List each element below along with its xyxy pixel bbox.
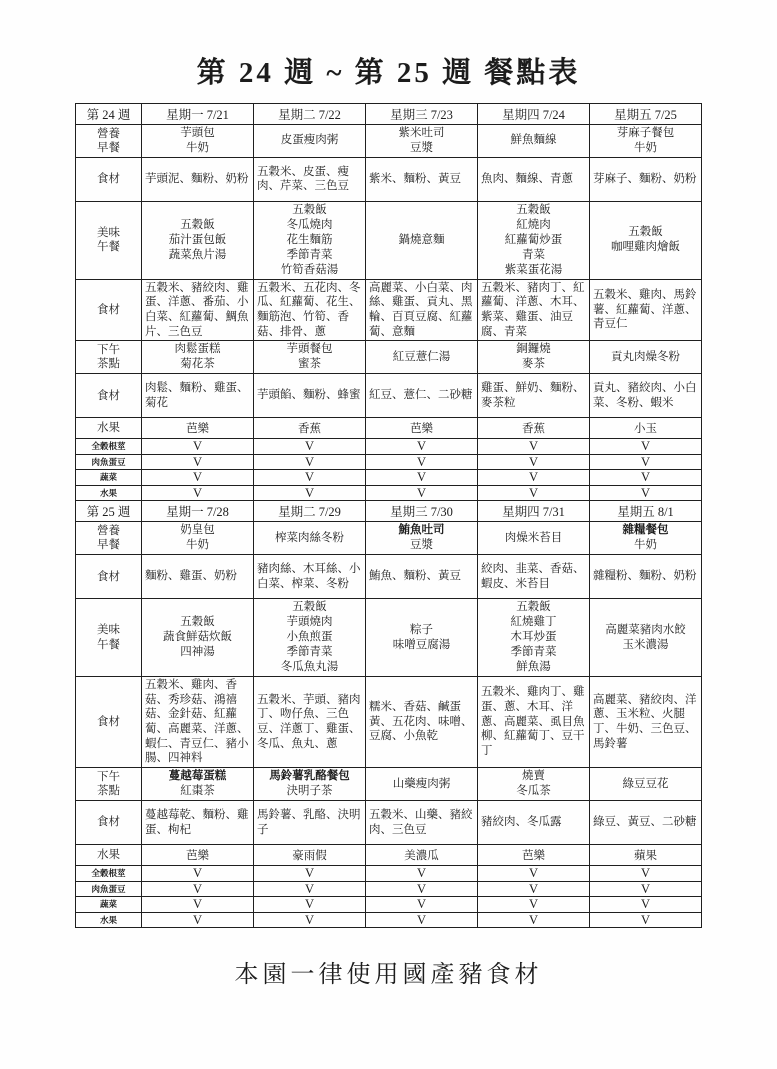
day-header: 星期二 7/22: [254, 104, 366, 125]
menu-item: 鮮魚麵線: [510, 134, 557, 147]
ingredient-cell: 馬鈴薯、乳酪、決明子: [254, 801, 366, 845]
check-mark-cell: V: [590, 485, 702, 501]
ingredient-cell: 鮪魚、麵粉、黃豆: [366, 555, 478, 599]
menu-item: 紅蘿蔔炒蛋: [504, 233, 563, 246]
menu-item: 茄汁蛋包飯: [168, 233, 227, 246]
menu-item: 蜜茶: [298, 358, 321, 371]
row-label-text: 早餐: [97, 539, 120, 552]
row-label: [76, 279, 142, 341]
check-mark-cell: V: [478, 485, 590, 501]
menu-item: 紅棗茶: [180, 785, 215, 798]
row-label-text: 食材: [97, 173, 120, 186]
ingredient-cell: 豬絞肉、冬瓜露: [478, 801, 590, 845]
check-mark-cell: V: [254, 454, 366, 470]
table-row: [76, 470, 702, 486]
check-mark-cell: V: [366, 881, 478, 897]
menu-table: [75, 103, 702, 928]
check-mark-cell: V: [254, 439, 366, 455]
row-label-text: 美味: [97, 624, 120, 637]
row-label: [76, 866, 142, 882]
menu-item: 竹筍香菇湯: [280, 263, 339, 276]
table-row: [76, 801, 702, 845]
row-label-text: 全穀根莖: [91, 868, 126, 878]
fruit-cell: 芭樂: [366, 418, 478, 439]
menu-item: 芋頭餐包: [286, 343, 333, 356]
check-mark-cell: V: [142, 454, 254, 470]
check-mark-cell: V: [254, 866, 366, 882]
menu-item: 紫米吐司: [398, 127, 445, 139]
table-row: [76, 768, 702, 801]
menu-item: 味噌豆腐湯: [392, 638, 451, 651]
row-label-text: 下午: [97, 344, 120, 356]
check-mark-cell: V: [590, 912, 702, 928]
ingredient-cell: 芋頭泥、麵粉、奶粉: [142, 157, 254, 201]
ingredient-cell: 肉鬆、麵粉、雞蛋、菊花: [142, 374, 254, 418]
table-row: [76, 125, 702, 158]
check-mark-cell: V: [366, 485, 478, 501]
check-mark-cell: V: [590, 454, 702, 470]
ingredient-cell: 蔓越莓乾、麵粉、雞蛋、枸杞: [142, 801, 254, 845]
row-label: [76, 912, 142, 928]
table-row: [76, 439, 702, 455]
menu-item: 五穀飯: [516, 203, 551, 216]
row-label-text: 早餐: [97, 141, 120, 154]
menu-item: 榨菜肉絲冬粉: [275, 531, 344, 544]
menu-item: 馬鈴薯乳酪餐包: [269, 770, 350, 783]
ingredient-cell: 綠豆、黃豆、二砂糖: [590, 801, 702, 845]
menu-item: 紫菜蛋花湯: [504, 263, 563, 276]
week-label: 第 24 週: [76, 104, 142, 125]
ingredient-cell: 五穀米、五花肉、冬瓜、紅蘿蔔、花生、麵筋泡、竹筍、香菇、排骨、蔥: [254, 279, 366, 341]
menu-cell: [142, 599, 254, 677]
check-mark-cell: V: [478, 866, 590, 882]
check-mark-cell: V: [366, 439, 478, 455]
menu-item: 花生麵筋: [286, 233, 333, 246]
ingredient-cell: 五穀米、豬肉丁、紅蘿蔔、洋蔥、木耳、紫菜、雞蛋、油豆腐、青菜: [478, 279, 590, 341]
row-label-text: 蔬菜: [99, 472, 117, 483]
check-mark-cell: V: [254, 470, 366, 486]
day-header: 星期二 7/29: [254, 501, 366, 522]
table-row: [76, 485, 702, 501]
menu-item: 咖哩雞肉燴飯: [611, 241, 680, 254]
menu-item: 五穀飯: [628, 226, 663, 239]
table-row: [76, 157, 702, 201]
ingredient-cell: 紅豆、薏仁、二砂糖: [366, 374, 478, 418]
menu-item: 蔬菜魚片湯: [168, 248, 227, 261]
check-mark-cell: V: [142, 912, 254, 928]
row-label-text: 食材: [97, 570, 120, 583]
menu-item: 肉燥米苔目: [504, 531, 563, 544]
row-label-text: 營養: [97, 524, 120, 537]
menu-item: 紅燒肉: [516, 218, 551, 231]
row-label-text: 茶點: [97, 358, 120, 371]
menu-item: 鍋燒意麵: [398, 233, 445, 246]
table-row: [76, 201, 702, 279]
menu-cell: [366, 341, 478, 374]
menu-cell: [590, 768, 702, 801]
fruit-cell: 芭樂: [478, 845, 590, 866]
row-label-text: 肉魚蛋豆: [91, 883, 126, 894]
table-row: [76, 522, 702, 555]
menu-item: 蔓越莓蛋糕: [168, 770, 227, 783]
menu-item: 菊花茶: [180, 358, 215, 371]
row-label: [76, 897, 142, 913]
day-header: 星期四 7/31: [478, 501, 590, 522]
fruit-cell: 蘋果: [590, 845, 702, 866]
check-mark-cell: V: [142, 897, 254, 913]
check-mark-cell: V: [478, 897, 590, 913]
menu-item: 紅豆薏仁湯: [392, 350, 451, 363]
menu-cell: [254, 125, 366, 158]
menu-cell: [590, 599, 702, 677]
check-mark-cell: V: [254, 485, 366, 501]
row-label: [76, 470, 142, 486]
menu-cell: [478, 341, 590, 374]
ingredient-cell: 五穀米、皮蛋、瘦肉、芹菜、三色豆: [254, 157, 366, 201]
check-mark-cell: V: [366, 454, 478, 470]
menu-item: 牛奶: [634, 539, 657, 552]
menu-cell: [366, 522, 478, 555]
menu-item: 綠豆豆花: [622, 777, 669, 790]
table-row: [76, 912, 702, 928]
check-mark-cell: V: [590, 897, 702, 913]
menu-cell: [254, 522, 366, 555]
check-mark-cell: V: [478, 454, 590, 470]
check-mark-cell: V: [590, 439, 702, 455]
ingredient-cell: 雜糧粉、麵粉、奶粉: [590, 555, 702, 599]
table-row: [76, 676, 702, 767]
menu-item: 芽麻子餐包: [616, 127, 675, 139]
row-label-text: 全穀根莖: [91, 441, 126, 452]
menu-cell: [254, 768, 366, 801]
ingredient-cell: 高麗菜、豬絞肉、洋蔥、玉米粒、火腿丁、牛奶、三色豆、馬鈴薯: [590, 676, 702, 767]
table-row: [76, 341, 702, 374]
menu-item: 鮮魚湯: [516, 660, 551, 673]
menu-cell: [590, 522, 702, 555]
ingredient-cell: 五穀米、豬絞肉、雞蛋、洋蔥、番茄、小白菜、紅蘿蔔、鯛魚片、三色豆: [142, 279, 254, 341]
row-label-text: 水果: [97, 422, 120, 435]
check-mark-cell: V: [478, 912, 590, 928]
ingredient-cell: 魚肉、麵線、青蔥: [478, 157, 590, 201]
check-mark-cell: V: [478, 439, 590, 455]
menu-cell: [142, 125, 254, 158]
menu-item: 青菜: [522, 248, 545, 261]
menu-item: 玉米濃湯: [622, 638, 669, 651]
menu-item: 豆漿: [410, 141, 433, 154]
check-mark-cell: V: [590, 866, 702, 882]
day-header: 星期五 7/25: [590, 104, 702, 125]
row-label: [76, 801, 142, 845]
day-header: 星期三 7/30: [366, 501, 478, 522]
menu-cell: [478, 522, 590, 555]
menu-item: 豆漿: [410, 539, 433, 552]
check-mark-cell: V: [590, 470, 702, 486]
check-mark-cell: V: [478, 470, 590, 486]
menu-cell: [254, 201, 366, 279]
ingredient-cell: 芋頭餡、麵粉、蜂蜜: [254, 374, 366, 418]
menu-cell: [254, 341, 366, 374]
check-mark-cell: V: [142, 470, 254, 486]
footer-note: 本園一律使用國產豬食材: [234, 962, 543, 989]
ingredient-cell: 五穀米、雞肉丁、雞蛋、蔥、木耳、洋蔥、高麗菜、虱目魚柳、紅蘿蔔丁、豆干丁: [478, 676, 590, 767]
check-mark-cell: V: [366, 866, 478, 882]
check-mark-cell: V: [254, 912, 366, 928]
table-row: [76, 599, 702, 677]
menu-item: 木耳炒蛋: [510, 631, 557, 644]
ingredient-cell: 高麗菜、小白菜、肉絲、雞蛋、貢丸、黑輪、百頁豆腐、紅蘿蔔、意麵: [366, 279, 478, 341]
ingredient-cell: 貢丸、豬絞肉、小白菜、冬粉、蝦米: [590, 374, 702, 418]
check-mark-cell: V: [366, 912, 478, 928]
row-label-text: 食材: [97, 389, 120, 402]
day-header: 星期四 7/24: [478, 104, 590, 125]
table-row: [76, 418, 702, 439]
ingredient-cell: 豬肉絲、木耳絲、小白菜、榨菜、冬粉: [254, 555, 366, 599]
ingredient-cell: 絞肉、韭菜、香菇、蝦皮、米苔目: [478, 555, 590, 599]
table-row: [76, 897, 702, 913]
menu-item: 牛奶: [186, 539, 209, 552]
menu-cell: [590, 201, 702, 279]
table-row: [76, 845, 702, 866]
fruit-cell: 芭樂: [142, 418, 254, 439]
menu-cell: [590, 125, 702, 158]
fruit-cell: 美濃瓜: [366, 845, 478, 866]
ingredient-cell: 五穀米、雞肉、香菇、秀珍菇、鴻禧菇、金針菇、紅蘿蔔、高麗菜、洋蔥、蝦仁、青豆仁、豬小腸、四神料: [142, 676, 254, 767]
menu-item: 五穀飯: [516, 601, 551, 614]
table-row: [76, 374, 702, 418]
menu-item: 牛奶: [186, 141, 209, 154]
table-row: [76, 279, 702, 341]
row-label-text: 食材: [97, 715, 120, 728]
menu-item: 冬瓜燒肉: [286, 218, 333, 231]
check-mark-cell: V: [142, 485, 254, 501]
menu-item: 五穀飯: [180, 218, 215, 231]
menu-item: 紅燒雞丁: [510, 616, 557, 629]
table-row: [76, 881, 702, 897]
menu-item: 冬瓜魚丸湯: [280, 660, 339, 673]
row-label: [76, 454, 142, 470]
weeks-body: [76, 104, 702, 928]
page-title: 第 24 週 ~ 第 25 週 餐點表: [196, 57, 581, 89]
row-label-text: 營養: [97, 127, 120, 140]
menu-cell: [142, 522, 254, 555]
ingredient-cell: 糯米、香菇、鹹蛋黃、五花肉、味噌、豆腐、小魚乾: [366, 676, 478, 767]
row-label-text: 下午: [97, 770, 120, 783]
menu-cell: [366, 768, 478, 801]
menu-cell: [478, 599, 590, 677]
check-mark-cell: V: [590, 881, 702, 897]
week-label: 第 25 週: [76, 501, 142, 522]
menu-item: 小魚煎蛋: [286, 631, 333, 644]
check-mark-cell: V: [142, 439, 254, 455]
day-header: 星期三 7/23: [366, 104, 478, 125]
row-label-text: 水果: [99, 487, 117, 498]
week-header-row: [76, 501, 702, 522]
row-label: [76, 201, 142, 279]
menu-item: 季節青菜: [286, 646, 333, 658]
check-mark-cell: V: [478, 881, 590, 897]
ingredient-cell: 五穀米、雞肉、馬鈴薯、紅蘿蔔、洋蔥、青豆仁: [590, 279, 702, 341]
menu-item: 高麗菜豬肉水餃: [605, 623, 686, 636]
row-label-text: 午餐: [97, 241, 120, 254]
row-label: [76, 555, 142, 599]
row-label: [76, 768, 142, 801]
menu-item: 燒賣: [522, 770, 545, 783]
menu-cell: [366, 599, 478, 677]
menu-item: 芋頭包: [180, 127, 215, 139]
menu-item: 五穀飯: [292, 203, 327, 216]
menu-item: 冬瓜茶: [516, 785, 551, 798]
fruit-cell: 香蕉: [254, 418, 366, 439]
menu-item: 雜糧餐包: [622, 524, 669, 537]
row-label: [76, 845, 142, 866]
ingredient-cell: 雞蛋、鮮奶、麵粉、麥茶粒: [478, 374, 590, 418]
row-label-text: 水果: [97, 848, 120, 861]
menu-cell: [478, 125, 590, 158]
ingredient-cell: 麵粉、雞蛋、奶粉: [142, 555, 254, 599]
menu-item: 皮蛋瘦肉粥: [280, 134, 339, 147]
row-label: [76, 485, 142, 501]
menu-item: 奶皇包: [180, 524, 215, 537]
check-mark-cell: V: [142, 866, 254, 882]
table-row: [76, 866, 702, 882]
menu-cell: [590, 341, 702, 374]
row-label-text: 水果: [99, 914, 117, 925]
menu-cell: [142, 201, 254, 279]
menu-item: 芋頭燒肉: [286, 616, 333, 629]
fruit-cell: 香蕉: [478, 418, 590, 439]
menu-cell: [366, 201, 478, 279]
row-label-text: 食材: [97, 303, 120, 316]
ingredient-cell: 五穀米、芋頭、豬肉丁、吻仔魚、三色豆、洋蔥丁、雞蛋、冬瓜、魚丸、蔥: [254, 676, 366, 767]
row-label-text: 肉魚蛋豆: [91, 456, 126, 467]
check-mark-cell: V: [254, 897, 366, 913]
table-row: [76, 555, 702, 599]
menu-cell: [478, 768, 590, 801]
row-label-text: 茶點: [97, 785, 120, 798]
row-label: [76, 374, 142, 418]
fruit-cell: 芭樂: [142, 845, 254, 866]
row-label: [76, 439, 142, 455]
menu-item: 鮪魚吐司: [398, 524, 445, 537]
week-header-row: [76, 104, 702, 125]
menu-item: 五穀飯: [180, 616, 215, 629]
check-mark-cell: V: [142, 881, 254, 897]
day-header: 星期五 8/1: [590, 501, 702, 522]
menu-item: 牛奶: [634, 141, 657, 154]
row-label: [76, 676, 142, 767]
fruit-cell: 豪雨假: [254, 845, 366, 866]
menu-item: 粽子: [410, 623, 433, 636]
ingredient-cell: 紫米、麵粉、黃豆: [366, 157, 478, 201]
menu-cell: [366, 125, 478, 158]
menu-item: 銅鑼燒: [516, 343, 551, 356]
menu-cell: [142, 768, 254, 801]
row-label-text: 美味: [97, 226, 120, 239]
row-label: [76, 157, 142, 201]
menu-item: 肉鬆蛋糕: [174, 343, 221, 356]
row-label: [76, 418, 142, 439]
menu-cell: [478, 201, 590, 279]
menu-item: 蔬食鮮菇炊飯: [163, 631, 232, 644]
day-header: 星期一 7/28: [142, 501, 254, 522]
menu-item: 四神湯: [180, 646, 215, 658]
menu-item: 季節青菜: [286, 248, 333, 261]
row-label: [76, 125, 142, 158]
table-row: [76, 454, 702, 470]
menu-item: 決明子茶: [286, 785, 333, 798]
row-label: [76, 522, 142, 555]
row-label: [76, 599, 142, 677]
row-label-text: 食材: [97, 816, 120, 829]
check-mark-cell: V: [366, 470, 478, 486]
ingredient-cell: 芽麻子、麵粉、奶粉: [590, 157, 702, 201]
row-label: [76, 881, 142, 897]
check-mark-cell: V: [254, 881, 366, 897]
row-label-text: 午餐: [97, 638, 120, 651]
ingredient-cell: 五穀米、山藥、豬絞肉、三色豆: [366, 801, 478, 845]
fruit-cell: 小玉: [590, 418, 702, 439]
menu-cell: [254, 599, 366, 677]
menu-item: 貢丸肉燥冬粉: [611, 350, 680, 363]
menu-item: 山藥瘦肉粥: [392, 777, 451, 790]
menu-cell: [142, 341, 254, 374]
menu-item: 麥茶: [522, 358, 545, 371]
row-label: [76, 341, 142, 374]
check-mark-cell: V: [366, 897, 478, 913]
row-label-text: 蔬菜: [99, 899, 117, 909]
menu-item: 五穀飯: [292, 601, 327, 614]
day-header: 星期一 7/21: [142, 104, 254, 125]
menu-item: 季節青菜: [510, 646, 557, 658]
